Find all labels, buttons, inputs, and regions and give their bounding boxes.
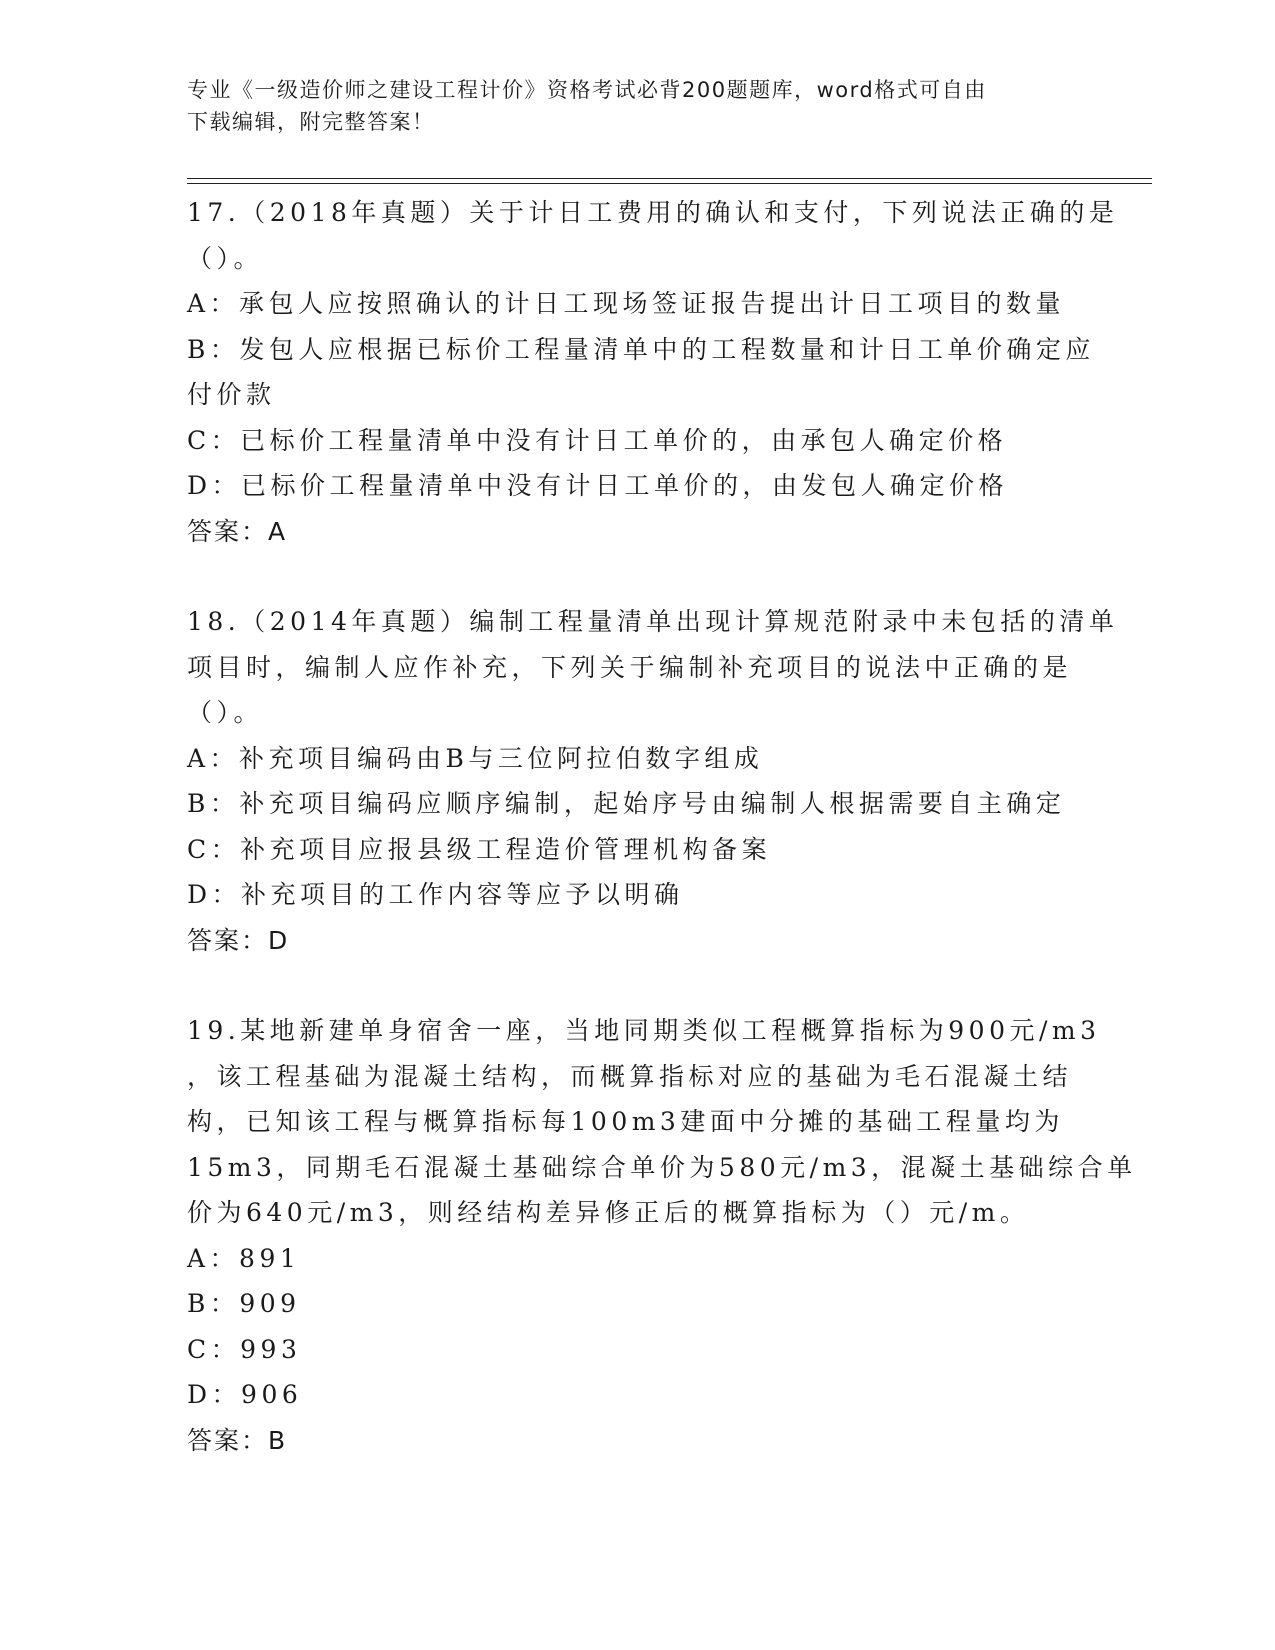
question-list bbox=[187, 190, 1137, 1463]
option-c: C：已标价工程量清单中没有计日工单价的，由承包人确定价格 bbox=[187, 425, 1008, 455]
question-block bbox=[187, 190, 1119, 554]
question-stem-line: 15m3，同期毛石混凝土基础综合单价为580元/m3，混凝土基础综合单 bbox=[187, 1152, 1137, 1182]
document-header bbox=[187, 74, 1087, 138]
question-spacer bbox=[187, 963, 1087, 1008]
answer-label: 答案：B bbox=[187, 1425, 288, 1455]
header-line-2: 下载编辑，附完整答案！ bbox=[187, 110, 435, 134]
question-stem-line: 19.某地新建单身宿舍一座，当地同期类似工程概算指标为900元/m3 bbox=[187, 1016, 1101, 1045]
question-stem-line: 项目时，编制人应作补充，下列关于编制补充项目的说法中正确的是 bbox=[187, 652, 1073, 682]
header-divider-top bbox=[187, 178, 1152, 179]
question-stem-line: 17.（2018年真题）关于计日工费用的确认和支付，下列说法正确的是 bbox=[187, 198, 1119, 227]
option-d: D：906 bbox=[187, 1380, 303, 1409]
option-b: B：发包人应根据已标价工程量清单中的工程数量和计日工单价确定应 bbox=[187, 334, 1095, 364]
option-a: A：补充项目编码由B与三位阿拉伯数字组成 bbox=[187, 743, 764, 773]
option-a: A：承包人应按照确认的计日工现场签证报告提出计日工项目的数量 bbox=[187, 289, 1066, 318]
question-stem-line: （）。 bbox=[187, 243, 264, 273]
answer-label: 答案：A bbox=[187, 516, 288, 546]
option-c: C：补充项目应报县级工程造价管理机构备案 bbox=[187, 834, 772, 864]
option-b-continued: 付价款 bbox=[187, 380, 276, 409]
header-line-1: 专业《一级造价师之建设工程计价》资格考试必背200题题库，word格式可自由 bbox=[187, 78, 987, 102]
option-c: C：993 bbox=[187, 1334, 302, 1364]
option-d: D：补充项目的工作内容等应予以明确 bbox=[187, 880, 684, 909]
header-divider-bottom bbox=[187, 183, 1152, 184]
option-d: D：已标价工程量清单中没有计日工单价的，由发包人确定价格 bbox=[187, 471, 1009, 500]
question-stem-line: ，该工程基础为混凝土结构，而概算指标对应的基础为毛石混凝土结 bbox=[187, 1061, 1073, 1091]
question-block bbox=[187, 1008, 1137, 1463]
question-block bbox=[187, 599, 1119, 963]
option-b: B：补充项目编码应顺序编制，起始序号由编制人根据需要自主确定 bbox=[187, 789, 1066, 818]
question-stem-line: 价为640元/m3，则经结构差异修正后的概算指标为（）元/m。 bbox=[187, 1198, 1030, 1227]
question-stem-line: 18.（2014年真题）编制工程量清单出现计算规范附录中未包括的清单 bbox=[187, 607, 1119, 636]
question-spacer bbox=[187, 554, 1087, 599]
option-a: A：891 bbox=[187, 1243, 301, 1273]
answer-label: 答案：D bbox=[187, 925, 290, 955]
question-stem-line: （）。 bbox=[187, 698, 264, 727]
question-stem-line: 构，已知该工程与概算指标每100m3建面中分摊的基础工程量均为 bbox=[187, 1107, 1064, 1136]
option-b: B：909 bbox=[187, 1289, 301, 1318]
